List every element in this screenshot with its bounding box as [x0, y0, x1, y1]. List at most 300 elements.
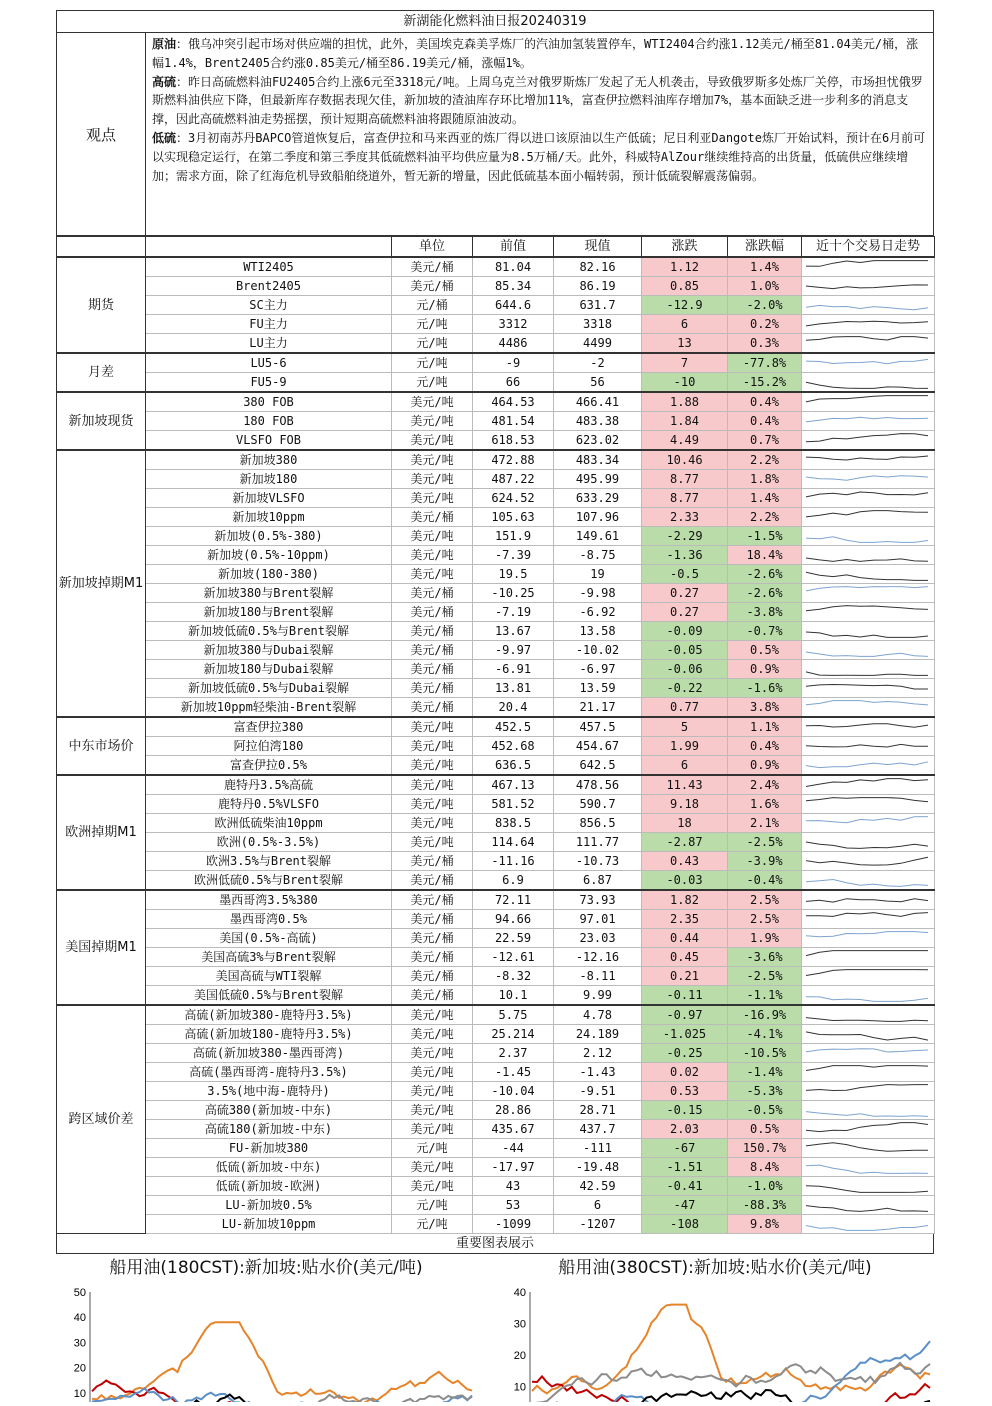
view-lsfo: [152, 129, 927, 185]
row-trend: [802, 967, 935, 986]
row-pct: 0.5%: [728, 1120, 802, 1139]
row-prev: 22.59: [473, 929, 554, 948]
row-change: 1.84: [642, 412, 728, 431]
sparkline-path: [806, 382, 928, 388]
sparkline: [802, 490, 932, 506]
row-trend: [802, 1082, 935, 1101]
row-curr: -111: [554, 1139, 642, 1158]
table-row: [57, 833, 935, 852]
row-change: 0.43: [642, 852, 728, 871]
row-curr: 24.189: [554, 1025, 642, 1044]
row-trend: [802, 1101, 935, 1120]
row-prev: -10.25: [473, 584, 554, 603]
row-pct: 0.4%: [728, 412, 802, 431]
sparkline-path: [806, 880, 928, 887]
row-item: 新加坡380与Dubai裂解: [146, 641, 392, 660]
header-cell: 涨跌: [642, 237, 728, 258]
row-item: 380 FOB: [146, 392, 392, 412]
row-prev: -10.04: [473, 1082, 554, 1101]
row-pct: -1.4%: [728, 1063, 802, 1082]
row-change: -0.41: [642, 1177, 728, 1196]
table-row: [57, 1158, 935, 1177]
row-prev: 13.67: [473, 622, 554, 641]
view-label: 观点: [57, 33, 146, 235]
row-change: -0.5: [642, 565, 728, 584]
group-label: 跨区域价差: [57, 1005, 146, 1234]
row-unit: 美元/吨: [392, 1005, 473, 1025]
row-unit: 美元/桶: [392, 622, 473, 641]
y-tick-label: 10: [513, 1381, 526, 1394]
table-row: [57, 489, 935, 508]
row-change: 7: [642, 353, 728, 373]
sparkline: [802, 297, 932, 313]
row-item: 新加坡180与Dubai裂解: [146, 660, 392, 679]
sparkline-path: [806, 913, 928, 917]
row-unit: 美元/吨: [392, 756, 473, 776]
row-item: 高硫180(新加坡-中东): [146, 1120, 392, 1139]
sparkline: [802, 1007, 932, 1023]
row-curr: 82.16: [554, 257, 642, 277]
table-row: [57, 277, 935, 296]
row-prev: 114.64: [473, 833, 554, 852]
row-item: FU-新加坡380: [146, 1139, 392, 1158]
row-unit: 美元/桶: [392, 986, 473, 1006]
row-unit: 美元/吨: [392, 1044, 473, 1063]
sparkline-path: [806, 396, 928, 402]
row-prev: 472.88: [473, 450, 554, 470]
row-prev: 66: [473, 373, 554, 393]
row-prev: 151.9: [473, 527, 554, 546]
row-pct: 1.1%: [728, 717, 802, 737]
row-change: 0.27: [642, 584, 728, 603]
row-trend: [802, 1196, 935, 1215]
row-unit: 美元/桶: [392, 641, 473, 660]
row-curr: 631.7: [554, 296, 642, 315]
table-row: [57, 1063, 935, 1082]
row-pct: 0.5%: [728, 641, 802, 660]
row-unit: 美元/桶: [392, 277, 473, 296]
row-change: -47: [642, 1196, 728, 1215]
row-item: 新加坡10ppm轻柴油-Brent裂解: [146, 698, 392, 718]
row-prev: -8.32: [473, 967, 554, 986]
sparkline: [802, 661, 932, 677]
sparkline-path: [806, 842, 928, 848]
row-trend: [802, 489, 935, 508]
row-item: 鹿特丹0.5%VLSFO: [146, 795, 392, 814]
row-unit: 美元/吨: [392, 392, 473, 412]
sparkline: [802, 987, 932, 1003]
row-change: 0.77: [642, 698, 728, 718]
row-item: 新加坡380: [146, 450, 392, 470]
row-prev: 43: [473, 1177, 554, 1196]
row-pct: 1.4%: [728, 257, 802, 277]
row-pct: 9.8%: [728, 1215, 802, 1234]
table-row: [57, 431, 935, 451]
row-item: FU5-9: [146, 373, 392, 393]
y-tick-label: 30: [73, 1337, 86, 1350]
row-unit: 美元/吨: [392, 795, 473, 814]
row-change: 1.88: [642, 392, 728, 412]
row-pct: -2.0%: [728, 296, 802, 315]
row-item: 欧洲低硫0.5%与Brent裂解: [146, 871, 392, 891]
row-trend: [802, 546, 935, 565]
row-change: 11.43: [642, 775, 728, 795]
table-row: [57, 1005, 935, 1025]
row-item: 高硫(墨西哥湾-鹿特丹3.5%): [146, 1063, 392, 1082]
sparkline-path: [806, 1032, 928, 1040]
row-pct: -88.3%: [728, 1196, 802, 1215]
row-pct: 1.8%: [728, 470, 802, 489]
row-pct: -2.5%: [728, 833, 802, 852]
row-pct: -1.1%: [728, 986, 802, 1006]
row-prev: 644.6: [473, 296, 554, 315]
sparkline: [802, 394, 932, 410]
sparkline-path: [806, 779, 928, 787]
row-prev: 13.81: [473, 679, 554, 698]
row-curr: 111.77: [554, 833, 642, 852]
sparkline-path: [806, 417, 928, 422]
sparkline-path: [806, 1165, 928, 1173]
row-unit: 美元/吨: [392, 814, 473, 833]
table-row: [57, 1082, 935, 1101]
row-curr: -2: [554, 353, 642, 373]
row-item: 高硫(新加坡380-墨西哥湾): [146, 1044, 392, 1063]
row-prev: 28.86: [473, 1101, 554, 1120]
row-unit: 美元/吨: [392, 527, 473, 546]
row-pct: -2.5%: [728, 967, 802, 986]
chart-380cst: [496, 1253, 934, 1406]
row-pct: -77.8%: [728, 353, 802, 373]
header-group: [57, 237, 146, 258]
row-prev: 72.11: [473, 890, 554, 910]
row-pct: -3.6%: [728, 948, 802, 967]
header-item: [146, 237, 392, 258]
header-cell: 前值: [473, 237, 554, 258]
row-pct: 150.7%: [728, 1139, 802, 1158]
row-trend: [802, 584, 935, 603]
row-trend: [802, 717, 935, 737]
row-pct: 0.2%: [728, 315, 802, 334]
header-cell: 涨跌幅: [728, 237, 802, 258]
y-tick-label: 20: [73, 1362, 86, 1375]
row-curr: 3318: [554, 315, 642, 334]
row-pct: -2.6%: [728, 565, 802, 584]
sparkline: [802, 509, 932, 525]
row-trend: [802, 929, 935, 948]
row-pct: 2.5%: [728, 910, 802, 929]
row-pct: 2.2%: [728, 508, 802, 527]
chart-180cst: [56, 1253, 476, 1406]
sparkline: [802, 1064, 932, 1080]
table-row: [57, 1101, 935, 1120]
view-text: [146, 33, 933, 235]
sparkline: [802, 335, 932, 351]
row-item: 美国高硫3%与Brent裂解: [146, 948, 392, 967]
table-row: [57, 1196, 935, 1215]
row-trend: [802, 756, 935, 776]
lsfo-text: ：3月初南苏丹BAPCO管道恢复后，富查伊拉和马来西亚的炼厂得以进口该原油以生产低硫；尼日利亚Dangote炼厂开始试料，预计在6月前可以实现稳定运行，在第二季度和第三季度其低硫燃料油平均供应量为8.5万桶/天。此外，科威特AlZour继续维持高的出货量，低硫供应继续增加；需求方面，除了红海危机导致船舶绕道外，暂无新的增量，因此低硫基本面小幅转弱，预计低硫裂解震荡偏弱。: [152, 130, 926, 183]
sparkline: [802, 1140, 932, 1156]
row-trend: [802, 737, 935, 756]
view-hsfo: [152, 73, 927, 129]
row-unit: 元/吨: [392, 353, 473, 373]
row-prev: 105.63: [473, 508, 554, 527]
table-row: [57, 353, 935, 373]
sparkline: [802, 1216, 932, 1232]
table-row: [57, 737, 935, 756]
y-tick-label: 20: [513, 1350, 526, 1362]
row-unit: 美元/桶: [392, 967, 473, 986]
y-tick-label: 50: [73, 1287, 86, 1299]
row-prev: -17.97: [473, 1158, 554, 1177]
row-curr: 856.5: [554, 814, 642, 833]
row-curr: 13.58: [554, 622, 642, 641]
row-prev: -1099: [473, 1215, 554, 1234]
sparkline-path: [806, 1143, 928, 1152]
row-prev: 6.9: [473, 871, 554, 891]
sparkline: [802, 911, 932, 927]
row-item: 新加坡低硫0.5%与Brent裂解: [146, 622, 392, 641]
row-item: Brent2405: [146, 277, 392, 296]
row-trend: [802, 373, 935, 393]
group-label: 期货: [57, 257, 146, 353]
row-curr: 28.71: [554, 1101, 642, 1120]
y-tick-label: 10: [73, 1387, 86, 1400]
row-unit: 美元/桶: [392, 679, 473, 698]
row-unit: 美元/吨: [392, 470, 473, 489]
sparkline-path: [806, 632, 928, 637]
sparkline: [802, 528, 932, 544]
row-unit: 美元/吨: [392, 565, 473, 584]
row-prev: 20.4: [473, 698, 554, 718]
row-unit: 美元/桶: [392, 929, 473, 948]
row-change: 4.49: [642, 431, 728, 451]
row-change: -0.22: [642, 679, 728, 698]
sparkline: [802, 1121, 932, 1137]
row-curr: 73.93: [554, 890, 642, 910]
row-pct: 1.4%: [728, 489, 802, 508]
row-change: 0.27: [642, 603, 728, 622]
table-row: [57, 334, 935, 354]
view-section: [56, 33, 934, 236]
row-prev: 464.53: [473, 392, 554, 412]
row-curr: 149.61: [554, 527, 642, 546]
chart-180cst-title: 船用油(180CST):新加坡:贴水价(美元/吨): [109, 1258, 423, 1278]
sparkline-path: [806, 285, 928, 289]
row-pct: 0.3%: [728, 334, 802, 354]
header-cell: 近十个交易日走势: [802, 237, 935, 258]
row-prev: 624.52: [473, 489, 554, 508]
table-row: [57, 546, 935, 565]
series-line: [532, 1376, 930, 1402]
row-change: -1.36: [642, 546, 728, 565]
row-curr: 437.7: [554, 1120, 642, 1139]
row-change: -2.87: [642, 833, 728, 852]
row-change: 0.02: [642, 1063, 728, 1082]
sparkline-path: [806, 305, 928, 309]
sparkline: [802, 1045, 932, 1061]
row-change: 13: [642, 334, 728, 354]
row-unit: 美元/吨: [392, 775, 473, 795]
row-unit: 美元/桶: [392, 948, 473, 967]
row-pct: -1.6%: [728, 679, 802, 698]
row-trend: [802, 852, 935, 871]
row-unit: 美元/吨: [392, 412, 473, 431]
row-unit: 美元/桶: [392, 603, 473, 622]
row-pct: 1.9%: [728, 929, 802, 948]
row-prev: 25.214: [473, 1025, 554, 1044]
row-curr: 495.99: [554, 470, 642, 489]
y-tick-label: 30: [513, 1318, 526, 1331]
table-row: [57, 1120, 935, 1139]
table-row: [57, 1139, 935, 1158]
row-change: 2.33: [642, 508, 728, 527]
sparkline-path: [806, 321, 928, 326]
crude-head: 原油: [152, 37, 177, 51]
row-prev: 5.75: [473, 1005, 554, 1025]
row-change: -12.9: [642, 296, 728, 315]
row-trend: [802, 1063, 935, 1082]
table-row: [57, 1044, 935, 1063]
row-item: 新加坡(180-380): [146, 565, 392, 584]
header-cell: 单位: [392, 237, 473, 258]
table-row: [57, 890, 935, 910]
row-pct: 1.0%: [728, 277, 802, 296]
sparkline-path: [806, 1049, 928, 1052]
row-curr: 86.19: [554, 277, 642, 296]
table-row: [57, 986, 935, 1006]
sparkline: [802, 623, 932, 639]
row-change: -0.97: [642, 1005, 728, 1025]
row-unit: 美元/桶: [392, 890, 473, 910]
chart-380cst-plot: [496, 1278, 934, 1402]
row-change: 2.03: [642, 1120, 728, 1139]
row-unit: 美元/吨: [392, 1101, 473, 1120]
row-prev: 85.34: [473, 277, 554, 296]
sparkline-path: [806, 997, 928, 1002]
table-row: [57, 1025, 935, 1044]
row-item: WTI2405: [146, 257, 392, 277]
charts-area: [56, 1253, 934, 1403]
row-unit: 美元/吨: [392, 1063, 473, 1082]
row-curr: 21.17: [554, 698, 642, 718]
sparkline-path: [806, 537, 928, 543]
sparkline: [802, 949, 932, 965]
row-pct: -1.0%: [728, 1177, 802, 1196]
row-curr: -8.75: [554, 546, 642, 565]
row-trend: [802, 470, 935, 489]
row-unit: 美元/吨: [392, 833, 473, 852]
charts-heading: 重要图表展示: [56, 1234, 934, 1254]
sparkline-path: [806, 970, 928, 976]
sparkline: [802, 642, 932, 658]
row-trend: [802, 603, 935, 622]
row-pct: -5.3%: [728, 1082, 802, 1101]
row-trend: [802, 679, 935, 698]
row-item: 富查伊拉380: [146, 717, 392, 737]
row-change: -10: [642, 373, 728, 393]
row-prev: 435.67: [473, 1120, 554, 1139]
row-unit: 元/吨: [392, 1139, 473, 1158]
row-unit: 美元/吨: [392, 737, 473, 756]
row-prev: 3312: [473, 315, 554, 334]
row-trend: [802, 660, 935, 679]
series-line: [532, 1305, 930, 1394]
row-curr: -9.98: [554, 584, 642, 603]
row-trend: [802, 392, 935, 412]
table-row: [57, 775, 935, 795]
sparkline: [802, 738, 932, 754]
row-unit: 美元/桶: [392, 698, 473, 718]
row-pct: 0.7%: [728, 431, 802, 451]
row-pct: 2.4%: [728, 775, 802, 795]
table-row: [57, 622, 935, 641]
row-pct: 0.9%: [728, 756, 802, 776]
row-curr: 9.99: [554, 986, 642, 1006]
row-change: 18: [642, 814, 728, 833]
row-unit: 元/吨: [392, 373, 473, 393]
row-prev: 10.1: [473, 986, 554, 1006]
row-pct: 18.4%: [728, 546, 802, 565]
sparkline: [802, 278, 932, 294]
row-item: 富查伊拉0.5%: [146, 756, 392, 776]
sparkline: [802, 259, 932, 275]
sparkline: [802, 815, 932, 831]
row-unit: 美元/吨: [392, 717, 473, 737]
sparkline-path: [806, 1186, 928, 1193]
sparkline-path: [806, 456, 928, 460]
row-change: 10.46: [642, 450, 728, 470]
sparkline-path: [806, 492, 928, 497]
row-trend: [802, 641, 935, 660]
row-unit: 元/吨: [392, 315, 473, 334]
row-item: 新加坡180: [146, 470, 392, 489]
row-pct: -10.5%: [728, 1044, 802, 1063]
row-item: 低硫(新加坡-欧洲): [146, 1177, 392, 1196]
row-prev: 53: [473, 1196, 554, 1215]
chart-180cst-plot: [56, 1278, 476, 1402]
sparkline-path: [806, 1085, 928, 1091]
table-row: [57, 852, 935, 871]
row-unit: 美元/桶: [392, 257, 473, 277]
table-row: [57, 1177, 935, 1196]
row-curr: -1207: [554, 1215, 642, 1234]
row-item: 新加坡VLSFO: [146, 489, 392, 508]
table-row: [57, 967, 935, 986]
row-item: 鹿特丹3.5%高硫: [146, 775, 392, 795]
row-prev: -44: [473, 1139, 554, 1158]
row-prev: 2.37: [473, 1044, 554, 1063]
table-row: [57, 948, 935, 967]
row-change: 8.77: [642, 489, 728, 508]
row-curr: 623.02: [554, 431, 642, 451]
row-pct: 2.1%: [728, 814, 802, 833]
row-curr: 107.96: [554, 508, 642, 527]
row-prev: 4486: [473, 334, 554, 354]
row-prev: 452.68: [473, 737, 554, 756]
row-pct: -1.5%: [728, 527, 802, 546]
row-pct: -3.9%: [728, 852, 802, 871]
row-change: -0.09: [642, 622, 728, 641]
sparkline: [802, 413, 932, 429]
row-curr: 4.78: [554, 1005, 642, 1025]
sparkline-path: [806, 572, 928, 580]
row-change: -108: [642, 1215, 728, 1234]
row-curr: -19.48: [554, 1158, 642, 1177]
sparkline-path: [806, 685, 928, 690]
report-title: 新湖能化燃料油日报20240319: [56, 10, 934, 33]
table-row: [57, 795, 935, 814]
